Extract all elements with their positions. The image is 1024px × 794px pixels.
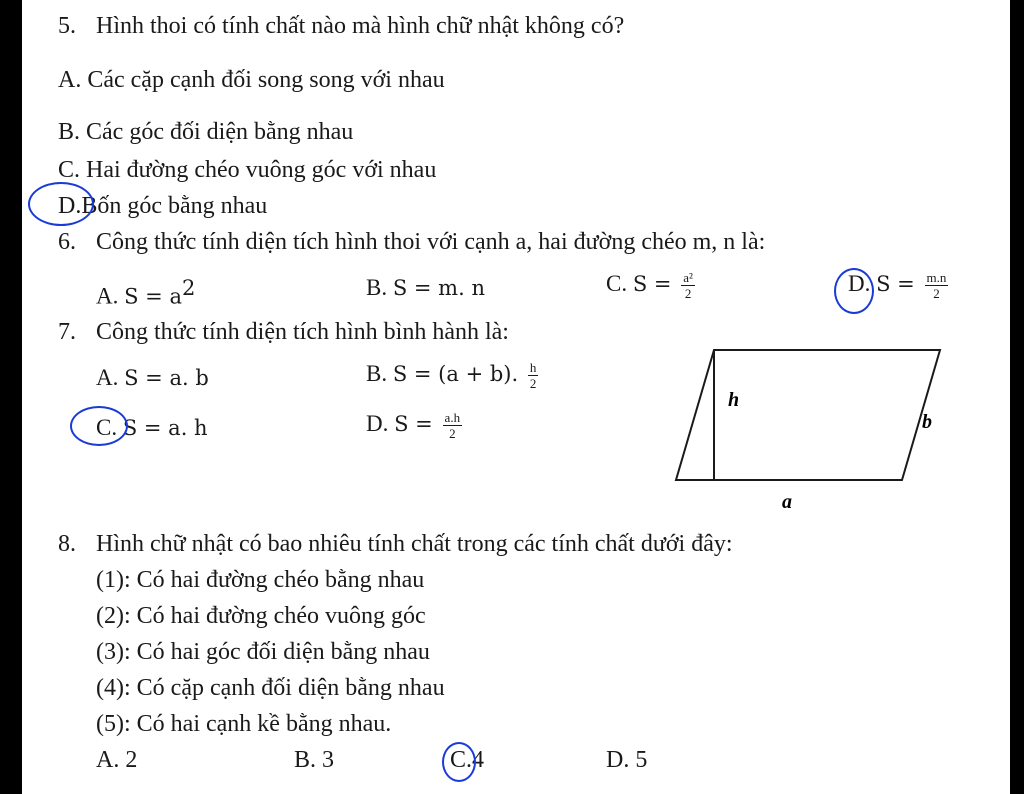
label-b: b bbox=[922, 411, 932, 433]
q6-option-c: C. S = $\frac{\text{a²}}{2}$ bbox=[606, 269, 693, 301]
q6-option-b: B. S = m. n bbox=[366, 275, 485, 300]
answer-circle-q8 bbox=[442, 742, 476, 782]
q8-property-4: (4): Có cặp cạnh đối diện bằng nhau bbox=[96, 675, 445, 701]
q8-option-d: D. 5 bbox=[606, 747, 648, 773]
answer-circle-q7 bbox=[70, 406, 128, 446]
parallelogram-figure bbox=[672, 340, 952, 520]
document-page bbox=[22, 0, 1010, 794]
q7-option-a: A. S = a. b bbox=[96, 365, 209, 390]
label-h: h bbox=[728, 389, 740, 411]
q8-property-5: (5): Có hai cạnh kề bằng nhau. bbox=[96, 711, 392, 737]
q7-option-c: C. S = a. h bbox=[96, 415, 208, 440]
q8-option-a: A. 2 bbox=[96, 747, 138, 773]
q6-option-d: D. S = $\frac{m.n}{2}$ bbox=[848, 269, 947, 301]
label-a: a bbox=[782, 491, 792, 513]
q6-question: 6. Công thức tính diện tích hình thoi với cạnh a, hai đường chéo m, n là: bbox=[58, 229, 766, 255]
q6-option-a: A. $S = a^2$ bbox=[96, 276, 196, 309]
q8-option-b: B. 3 bbox=[294, 747, 335, 773]
q8-property-1: (1): Có hai đường chéo bằng nhau bbox=[96, 567, 425, 593]
q8-property-3: (3): Có hai góc đối diện bằng nhau bbox=[96, 639, 430, 665]
q5-option-d: D.Bốn góc bằng nhau bbox=[58, 193, 268, 219]
q8-option-c: C.4 bbox=[450, 747, 485, 773]
q8-question: 8. Hình chữ nhật có bao nhiêu tính chất trong các tính chất dưới đây: bbox=[58, 531, 733, 557]
parallelogram-shape bbox=[676, 350, 940, 480]
q5-option-c: C. Hai đường chéo vuông góc với nhau bbox=[58, 157, 437, 183]
q5-option-b: B. Các góc đối diện bằng nhau bbox=[58, 119, 354, 145]
q5-option-a: A. Các cặp cạnh đối song song với nhau bbox=[58, 67, 445, 93]
q5-question: 5. Hình thoi có tính chất nào mà hình chữ nhật không có? bbox=[58, 13, 625, 39]
q7-option-d: D. S = $\frac{a.h}{2}$ bbox=[366, 409, 461, 441]
q8-property-2: (2): Có hai đường chéo vuông góc bbox=[96, 603, 426, 629]
q7-option-b: B. S = (a + b). $\frac{h}{2}$ bbox=[366, 359, 537, 391]
answer-circle-q5 bbox=[28, 182, 94, 226]
answer-circle-q6 bbox=[834, 268, 874, 314]
q7-question: 7. Công thức tính diện tích hình bình hành là: bbox=[58, 319, 509, 345]
